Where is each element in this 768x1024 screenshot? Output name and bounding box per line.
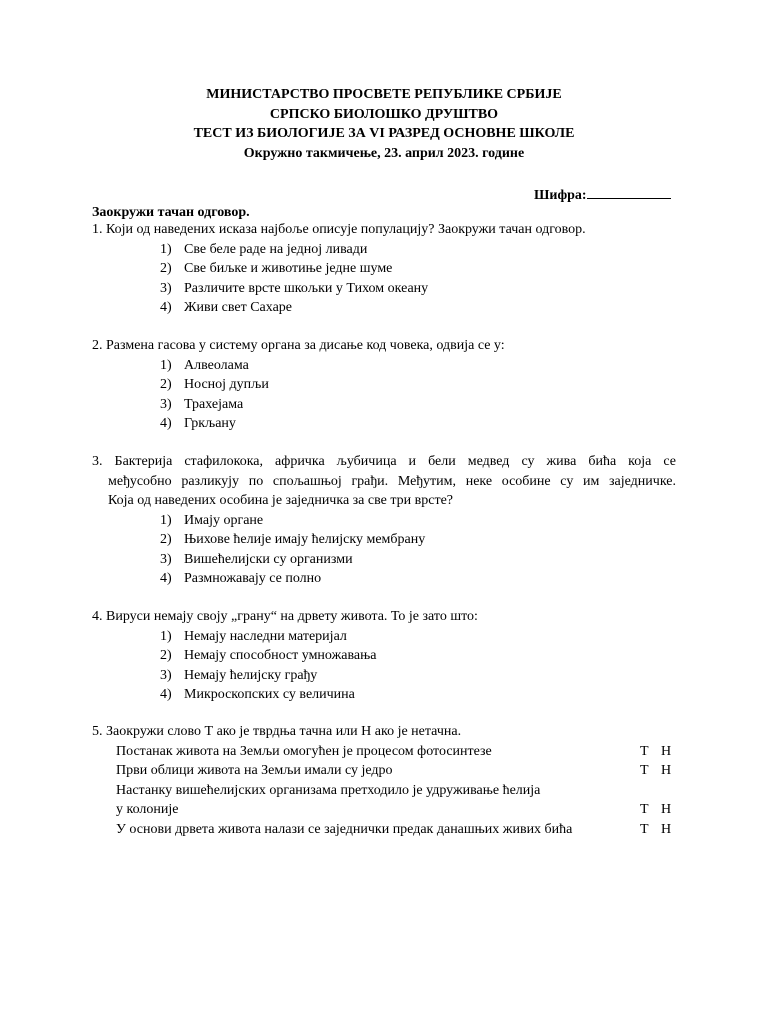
code-field xyxy=(534,185,671,205)
true-letter: Т xyxy=(640,802,649,817)
option-text: Размножавају се полно xyxy=(184,571,322,586)
option-number: 1) xyxy=(160,357,172,373)
answer-option xyxy=(160,666,676,686)
statement-text: Настанку вишећелијских организама претходило је удруживање ћелија xyxy=(116,782,541,798)
option-number: 4) xyxy=(160,300,172,315)
answer-option xyxy=(160,259,676,279)
option-text: Трахејама xyxy=(184,396,244,412)
question-2 xyxy=(92,336,676,434)
option-text: Гркљану xyxy=(184,416,236,431)
option-text: Различите врсте шкољки у Тихом океану xyxy=(184,280,429,296)
option-text: Имају органе xyxy=(184,512,264,528)
option-number: 1) xyxy=(160,241,172,257)
question-2-options xyxy=(160,356,676,434)
true-false-statement xyxy=(92,800,676,820)
instruction-text: Заокружи тачан одговор. xyxy=(92,205,250,220)
option-number: 3) xyxy=(160,280,172,296)
document-header xyxy=(0,85,768,163)
option-number: 1) xyxy=(160,628,172,644)
answer-option xyxy=(160,550,676,570)
true-false-statement xyxy=(92,820,676,840)
option-number: 4) xyxy=(160,687,172,702)
answer-option xyxy=(160,240,676,260)
option-number: 2) xyxy=(160,377,172,392)
question-2-text: 2. Размена гасова у систему органа за дисање код човека, одвија се у: xyxy=(92,338,505,353)
option-number: 2) xyxy=(160,648,172,663)
option-text: Све биљке и животиње једне шуме xyxy=(184,261,393,276)
question-3-text-line-3: Која од наведених особина је заједничка за све три врсте? xyxy=(108,493,454,508)
statement-text: У основи дрвета живота налази се заједнички предак данашњих живих бића xyxy=(116,821,573,837)
society-title: СРПСКО БИОЛОШКО ДРУШТВО xyxy=(269,106,499,122)
question-3-text-line-2: међусобно разликују по спољашњој грађи. Међутим, неке особине су им заједничке. xyxy=(108,473,676,489)
competition-date: Окружно такмичење, 23. април 2023. године xyxy=(243,145,525,161)
question-3-text-line-1: 3. Бактерија стафилокока, афричка љубичица и бели медвед су жива бића која се xyxy=(92,454,676,469)
question-5 xyxy=(92,722,676,839)
question-1 xyxy=(92,220,676,318)
ministry-title: МИНИСТАРСТВО ПРОСВЕТЕ РЕПУБЛИКЕ СРБИЈЕ xyxy=(206,87,562,102)
option-number: 2) xyxy=(160,532,172,547)
answer-option xyxy=(160,375,676,395)
question-4-options xyxy=(160,627,676,705)
false-letter: Н xyxy=(661,743,672,759)
option-text: Микроскопских су величина xyxy=(184,687,355,702)
statement-text: Постанак живота на Земљи омогућен је процесом фотосинтезе xyxy=(116,743,492,759)
option-number: 1) xyxy=(160,512,172,528)
option-text: Алвеолама xyxy=(184,357,249,373)
statement-text: Први облици живота на Земљи имали су једро xyxy=(116,763,393,778)
answer-option xyxy=(160,356,676,376)
true-false-statement xyxy=(92,761,676,781)
true-letter: Т xyxy=(640,743,649,759)
answer-option xyxy=(160,279,676,299)
question-3 xyxy=(92,452,676,589)
true-false-statement xyxy=(92,742,676,762)
answer-option xyxy=(160,530,676,550)
question-1-options xyxy=(160,240,676,318)
true-letter: Т xyxy=(640,821,649,837)
code-blank-line xyxy=(587,185,671,199)
true-false-statement xyxy=(92,781,676,801)
true-letter: Т xyxy=(640,763,649,778)
option-number: 4) xyxy=(160,416,172,431)
option-text: Немају наследни материјал xyxy=(184,628,347,644)
option-text: Вишећелијски су организми xyxy=(184,551,353,567)
option-text: Њихове ћелије имају ћелијску мембрану xyxy=(184,532,426,547)
statement-text: у колоније xyxy=(116,802,179,817)
false-letter: Н xyxy=(661,802,672,817)
question-4-text: 4. Вируси немају своју „грану“ на дрвету живота. То је зато што: xyxy=(92,609,478,624)
option-text: Све беле раде на једној ливади xyxy=(184,241,368,257)
false-letter: Н xyxy=(661,821,672,837)
test-title: ТЕСТ ИЗ БИОЛОГИЈЕ ЗА VI РАЗРЕД ОСНОВНЕ ШКОЛЕ xyxy=(193,126,575,141)
option-text: Немају способност умножавања xyxy=(184,648,377,663)
answer-option xyxy=(160,298,676,318)
option-number: 3) xyxy=(160,396,172,412)
answer-option xyxy=(160,414,676,434)
code-label: Шифра: xyxy=(534,188,587,203)
option-number: 3) xyxy=(160,551,172,567)
option-text: Живи свет Сахаре xyxy=(184,300,293,315)
option-text: Немају ћелијску грађу xyxy=(184,667,318,683)
answer-option xyxy=(160,569,676,589)
question-3-options xyxy=(160,511,676,589)
false-letter: Н xyxy=(661,763,672,778)
question-1-text: 1. Који од наведених исказа најбоље описује популацију? Заокружи тачан одговор. xyxy=(92,222,586,237)
answer-option xyxy=(160,627,676,647)
question-4 xyxy=(92,607,676,705)
answer-option xyxy=(160,511,676,531)
answer-option xyxy=(160,685,676,705)
question-5-text: 5. Заокружи слово Т ако је тврдња тачна или Н ако је нетачна. xyxy=(92,724,462,739)
option-number: 4) xyxy=(160,571,172,586)
answer-option xyxy=(160,395,676,415)
option-text: Носној дупљи xyxy=(184,377,269,392)
option-number: 3) xyxy=(160,667,172,683)
answer-option xyxy=(160,646,676,666)
option-number: 2) xyxy=(160,261,172,276)
